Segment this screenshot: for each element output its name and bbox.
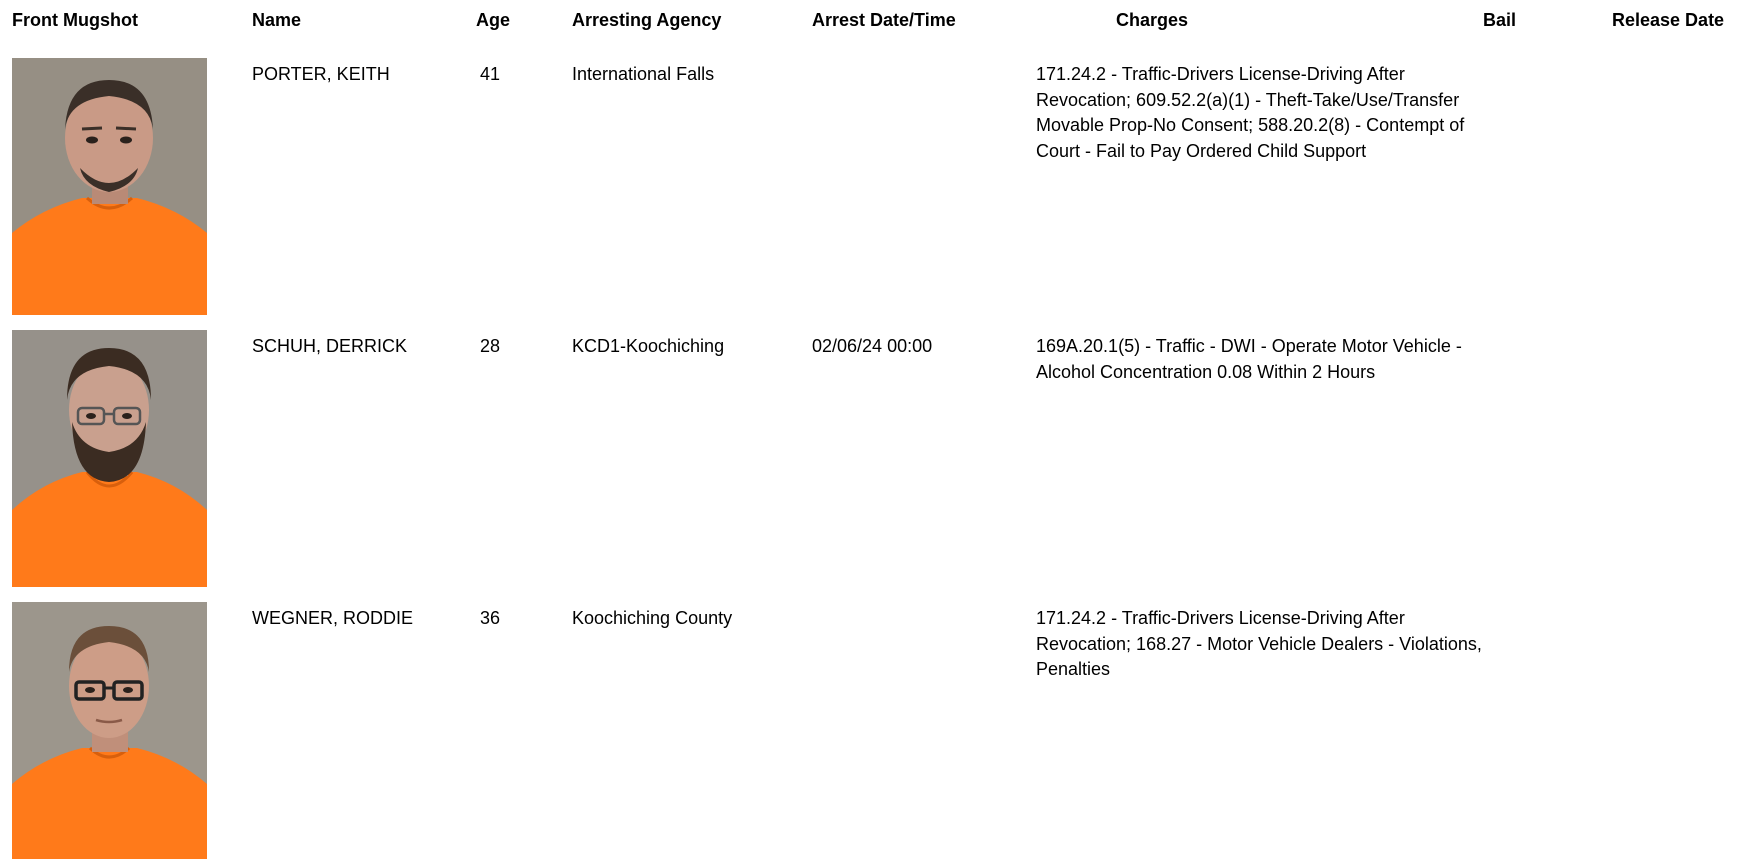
arresting-agency: International Falls [572, 64, 715, 84]
charges-text: 171.24.2 - Traffic-Drivers License-Driving After Revocation; 609.52.2(a)(1) - Theft-Take/Use/Transfer Movable Prop-No Consent; 588.20.2(8) - Contempt of Court - Fail to Pay Ordered Child Support [1036, 64, 1465, 161]
inmate-age: 36 [480, 608, 501, 628]
arrest-date-time: 02/06/24 00:00 [812, 336, 933, 356]
table-row [0, 602, 1758, 860]
inmate-name: SCHUH, DERRICK [252, 336, 408, 356]
column-header-age: Age [476, 10, 511, 30]
mugshot-photo[interactable] [12, 58, 207, 315]
inmate-age: 28 [480, 336, 501, 356]
charges-text: 169A.20.1(5) - Traffic - DWI - Operate Motor Vehicle - Alcohol Concentration 0.08 Within 2 Hours [1036, 336, 1462, 382]
column-header-arrest-date-time: Arrest Date/Time [812, 10, 956, 30]
arresting-agency: KCD1-Koochiching [572, 336, 725, 356]
mugshot-photo[interactable] [12, 330, 207, 587]
mugshot-photo[interactable] [12, 602, 207, 859]
column-header-name: Name [252, 10, 302, 30]
inmate-age: 41 [480, 64, 501, 84]
inmate-name: PORTER, KEITH [252, 64, 390, 84]
column-header-bail: Bail [1483, 10, 1517, 30]
column-header-front-mugshot: Front Mugshot [12, 10, 138, 30]
charges-text: 171.24.2 - Traffic-Drivers License-Driving After Revocation; 168.27 - Motor Vehicle Dealers - Violations, Penalties [1036, 608, 1482, 679]
column-header-charges: Charges [1116, 10, 1189, 30]
table-row [0, 330, 1758, 588]
column-header-release-date: Release Date [1612, 10, 1725, 30]
inmate-name: WEGNER, RODDIE [252, 608, 414, 628]
column-header-arresting-agency: Arresting Agency [572, 10, 722, 30]
arresting-agency: Koochiching County [572, 608, 733, 628]
table-row [0, 58, 1758, 316]
